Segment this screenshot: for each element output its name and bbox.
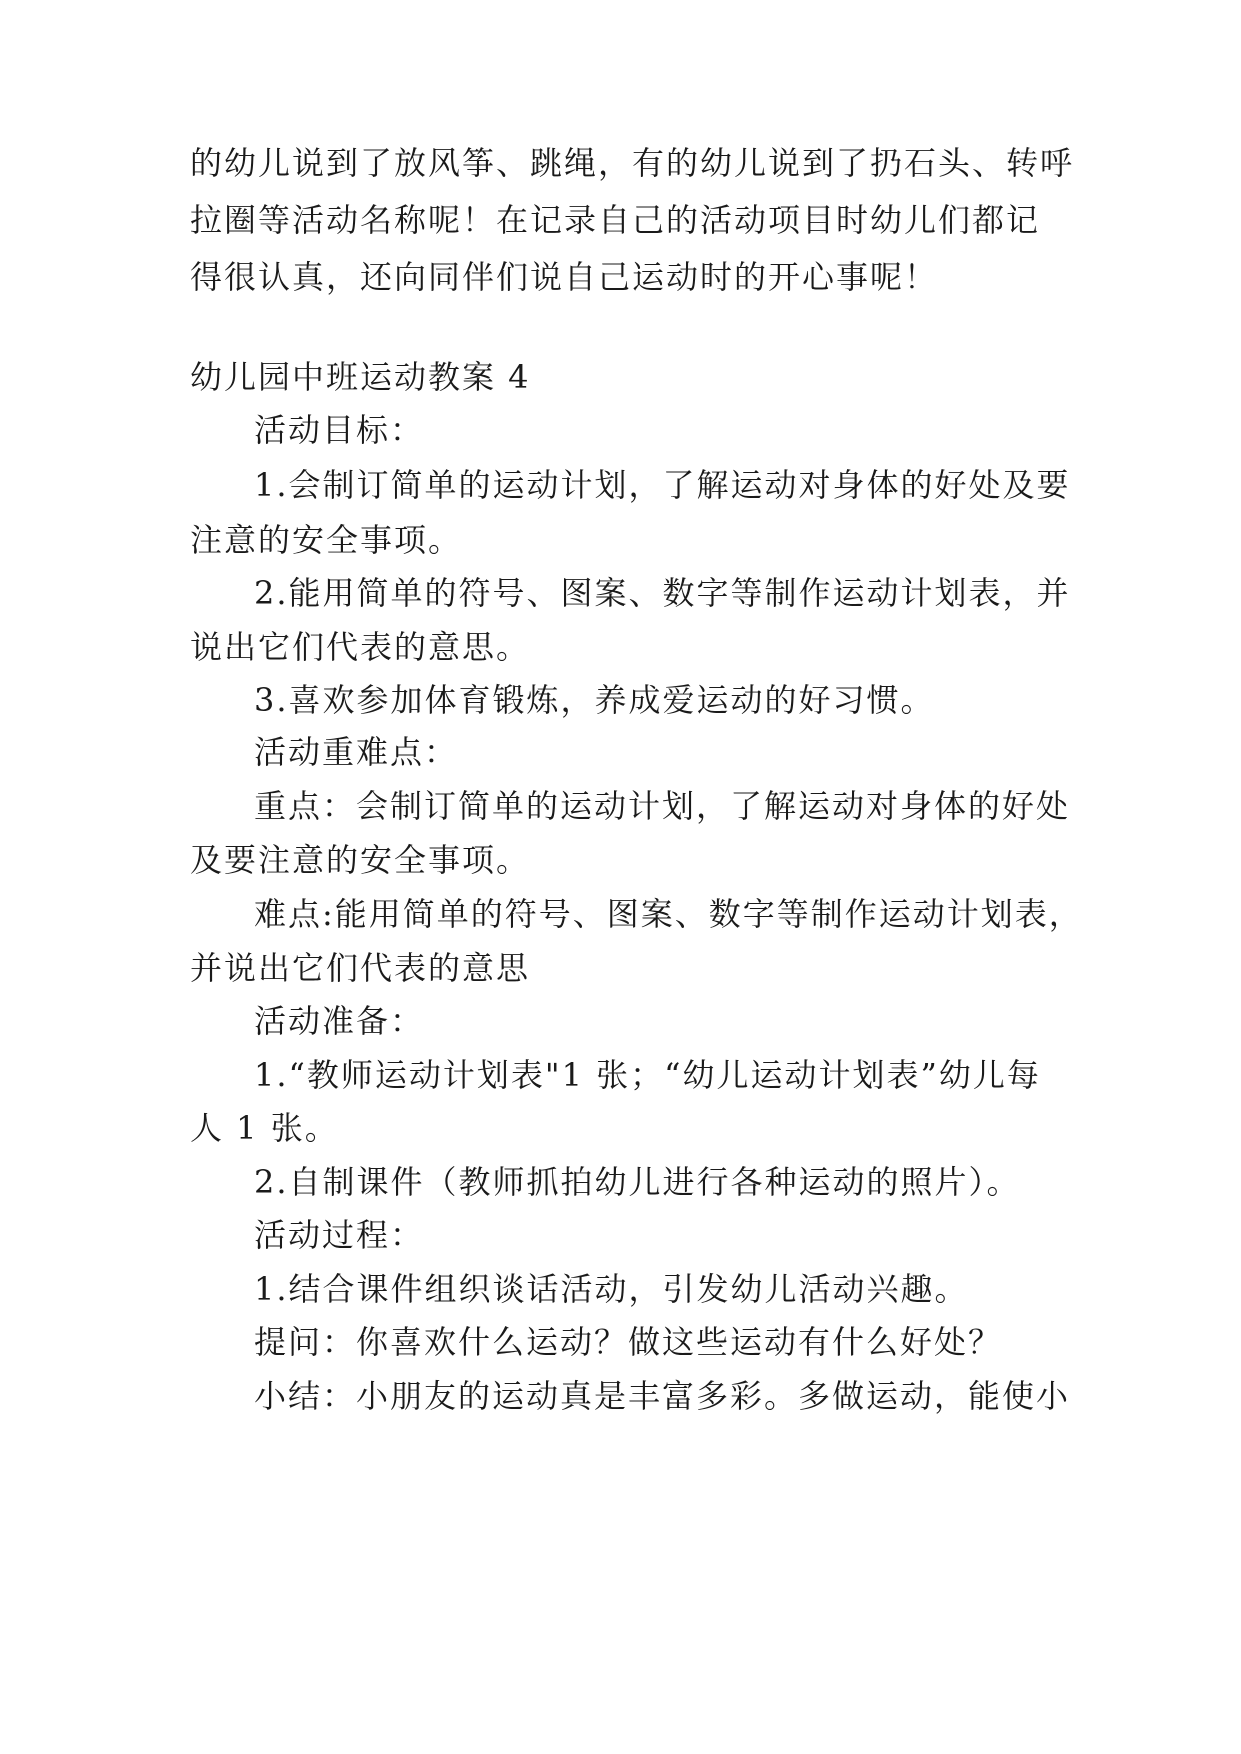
heading-goals: 活动目标： [254, 411, 425, 449]
paragraph-line: 1.结合课件组织谈话活动，引发幼儿活动兴趣。 [254, 1270, 969, 1308]
paragraph-line: 难点:能用简单的符号、图案、数字等制作运动计划表， [254, 895, 1083, 933]
paragraph-line: 小结：小朋友的运动真是丰富多彩。多做运动，能使小 [254, 1377, 1071, 1415]
paragraph-line: 的幼儿说到了放风筝、跳绳，有的幼儿说到了扔石头、转呼 [190, 144, 1075, 182]
paragraph-line: 重点：会制订简单的运动计划，了解运动对身体的好处 [254, 787, 1071, 825]
paragraph-line: 3.喜欢参加体育锻炼，养成爱运动的好习惯。 [254, 681, 935, 719]
heading-key-points: 活动重难点： [254, 733, 459, 771]
paragraph-line: 说出它们代表的意思。 [190, 628, 531, 666]
paragraph-line: 注意的安全事项。 [190, 521, 463, 559]
section-title: 幼儿园中班运动教案 4 [190, 358, 531, 396]
paragraph-line: 人 1 张。 [190, 1109, 339, 1147]
heading-preparation: 活动准备： [254, 1002, 425, 1040]
paragraph-line: 1.会制订简单的运动计划，了解运动对身体的好处及要 [254, 466, 1071, 504]
paragraph-line: 提问：你喜欢什么运动？做这些运动有什么好处？ [254, 1323, 1003, 1361]
paragraph-line: 2.自制课件（教师抓拍幼儿进行各种运动的照片）。 [254, 1163, 1021, 1201]
heading-process: 活动过程： [254, 1216, 425, 1254]
paragraph-line: 1.“教师运动计划表"1 张；“幼儿运动计划表”幼儿每 [254, 1056, 1041, 1094]
paragraph-line: 得很认真，还向同伴们说自己运动时的开心事呢！ [190, 258, 939, 296]
paragraph-line: 拉圈等活动名称呢！在记录自己的活动项目时幼儿们都记 [190, 201, 1041, 239]
paragraph-line: 及要注意的安全事项。 [190, 841, 531, 879]
paragraph-line: 2.能用简单的符号、图案、数字等制作运动计划表，并 [254, 574, 1071, 612]
paragraph-line: 并说出它们代表的意思 [190, 949, 531, 987]
